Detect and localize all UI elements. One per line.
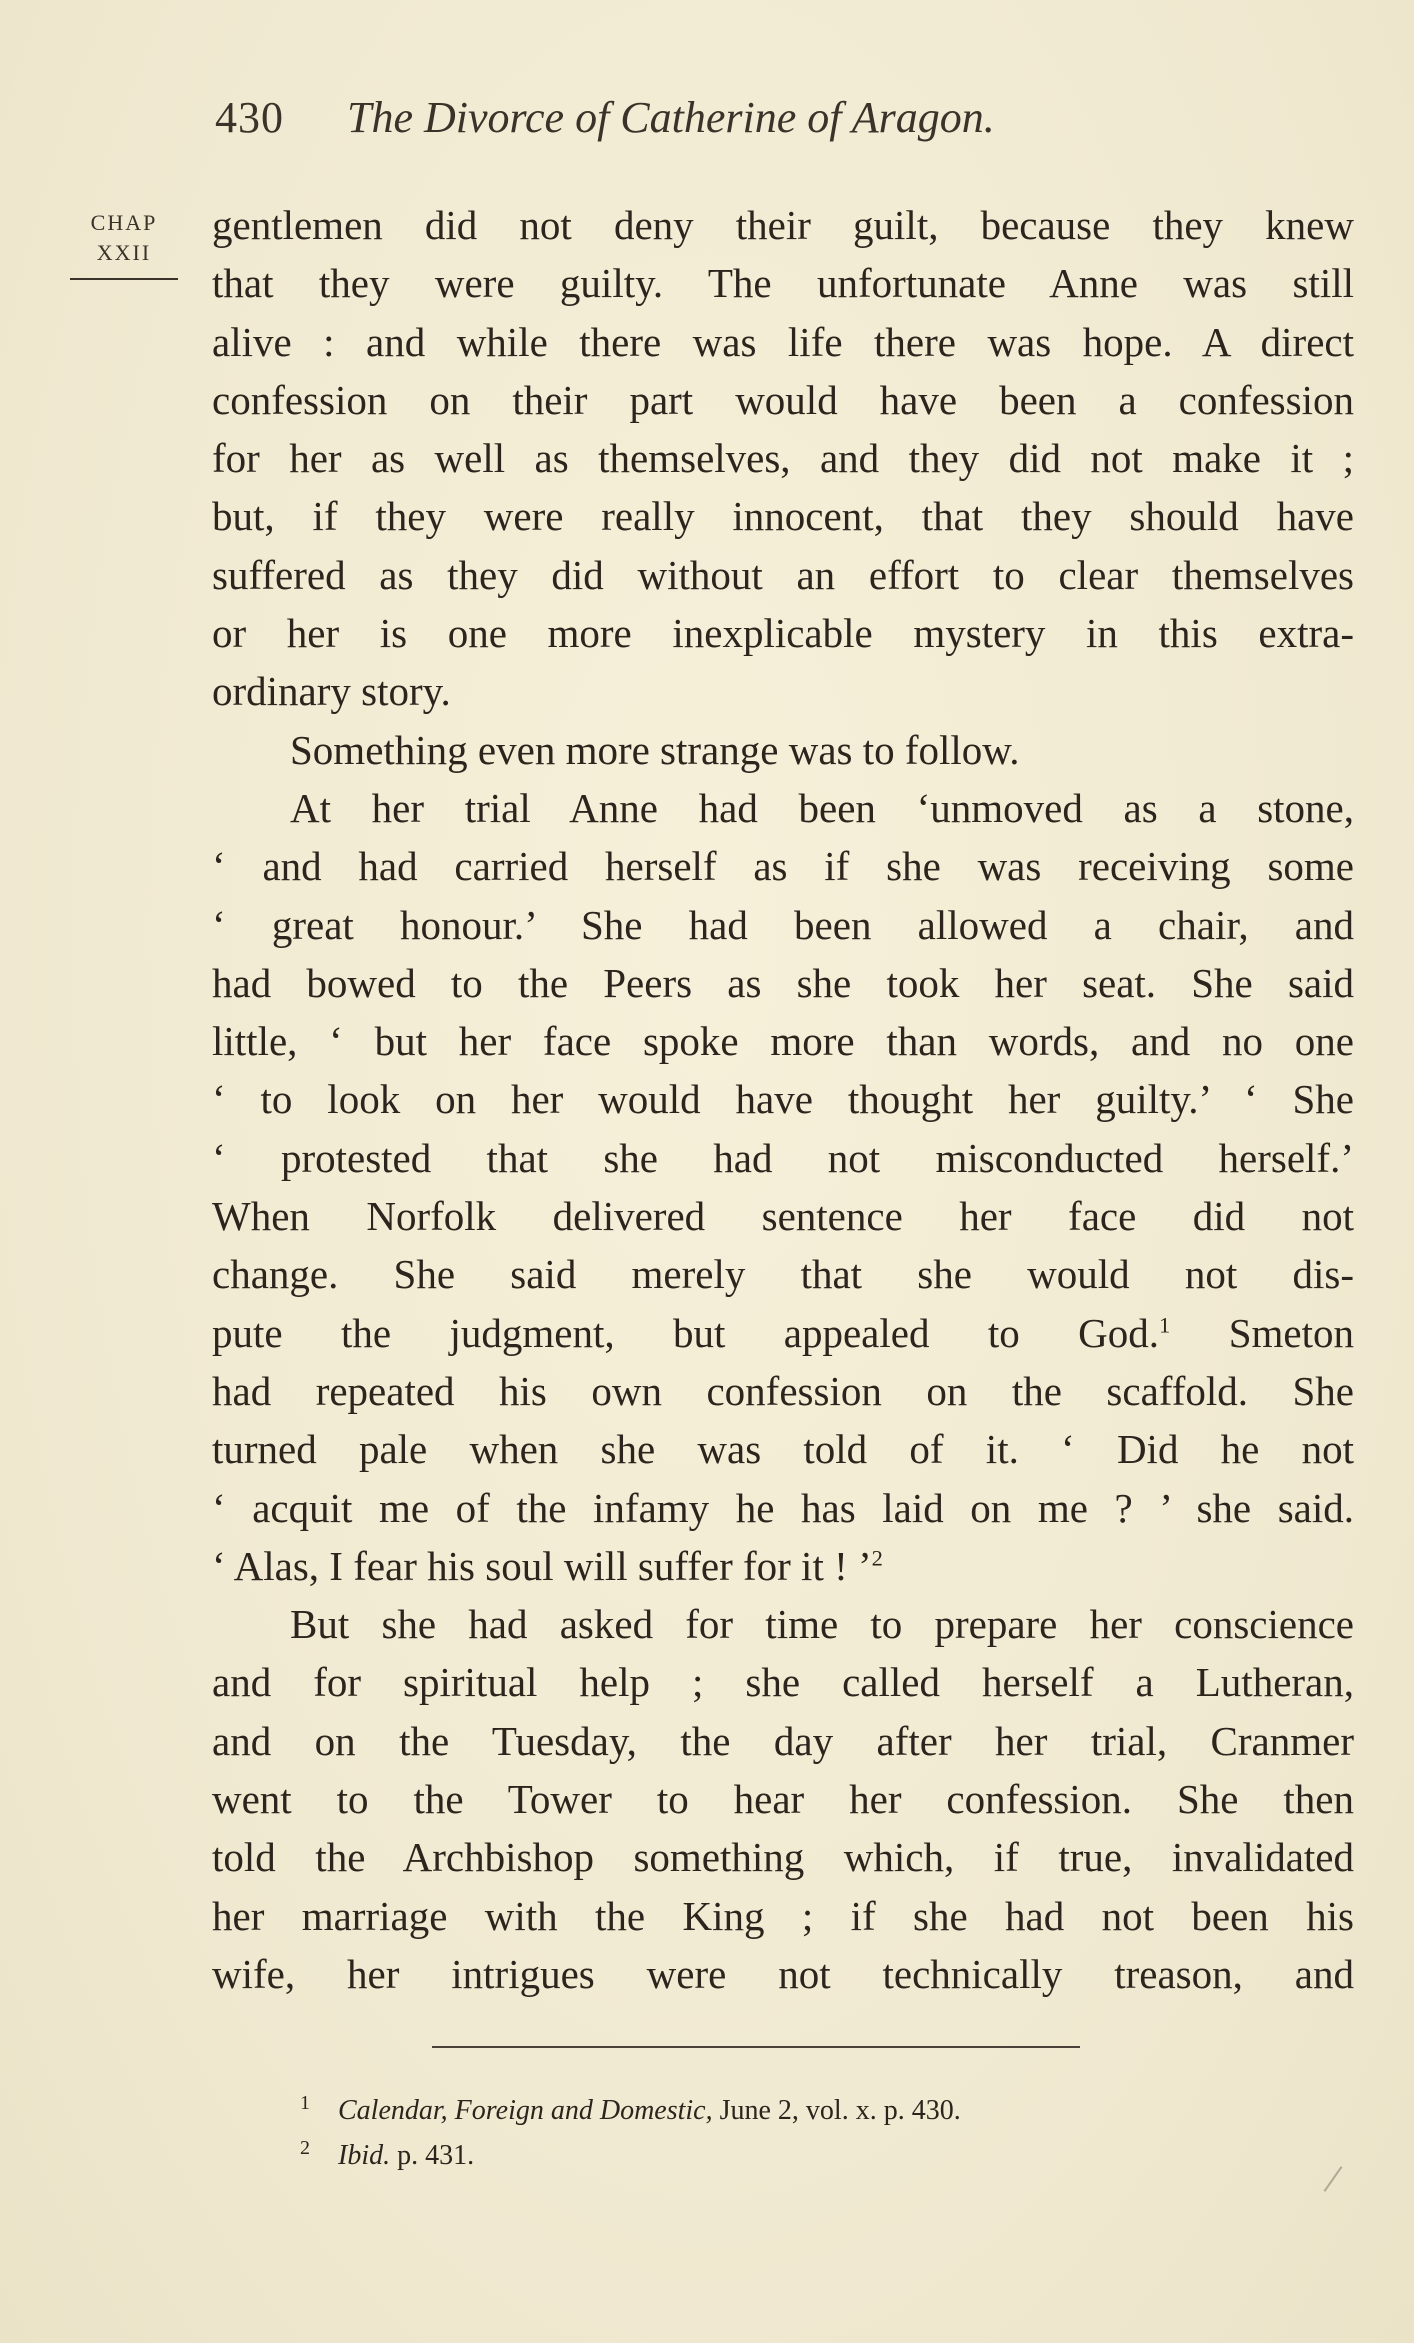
body-line: her marriage with the King ; if she had not been his <box>212 1892 1354 1939</box>
body-line: had repeated his own confession on the scaffold. She <box>212 1367 1354 1414</box>
body-line: wife, her intrigues were not technically treason, and <box>212 1950 1354 1997</box>
body-line: had bowed to the Peers as she took her seat. She said <box>212 959 1354 1006</box>
footnote-2: 2 Ibid. p. 431. <box>300 2136 475 2171</box>
footnote-source: Ibid. <box>338 2140 391 2171</box>
pencil-mark <box>1324 2166 1343 2192</box>
chapter-sidenote <box>70 208 178 280</box>
body-line: went to the Tower to hear her confession. She then <box>212 1776 1354 1823</box>
body-line: ‘ acquit me of the infamy he has laid on me ? ’ she said. <box>212 1484 1354 1531</box>
paragraph-start-line: Something even more strange was to follow. <box>290 726 1020 773</box>
footnotes <box>300 2088 1300 2178</box>
body-line: for her as well as themselves, and they did not make it ; <box>212 435 1354 482</box>
footnote-1: 1 Calendar, Foreign and Domestic, June 2, vol. x. p. 430. <box>300 2091 961 2126</box>
body-line: suffered as they did without an effort to clear themselves <box>212 551 1354 598</box>
footnote-detail: p. 431. <box>390 2140 475 2171</box>
body-line: alive : and while there was life there was hope. A direct <box>212 318 1354 365</box>
body-line: When Norfolk delivered sentence her face did not <box>212 1193 1354 1240</box>
body-line: told the Archbishop something which, if true, invalidated <box>212 1834 1354 1881</box>
body-line: and for spiritual help ; she called herself a Lutheran, <box>212 1659 1354 1706</box>
body-line: ‘ great honour.’ She had been allowed a chair, and <box>212 901 1354 948</box>
body-text <box>212 196 1354 2003</box>
sidenote-rule <box>70 278 178 280</box>
body-line: and on the Tuesday, the day after her trial, Cranmer <box>212 1717 1354 1764</box>
body-line: gentlemen did not deny their guilt, because they knew <box>212 202 1354 248</box>
footnote-detail: June 2, vol. x. p. 430. <box>712 2095 961 2126</box>
footnote-ref-1: 1 <box>1159 1311 1171 1337</box>
body-line: pute the judgment, but appealed to God.$^1$ Smeton <box>212 1309 1354 1356</box>
running-head <box>215 92 1215 143</box>
body-line: turned pale when she was told of it. ‘ Did he not <box>212 1426 1354 1473</box>
footnote-source: Calendar, Foreign and Domestic, <box>338 2095 713 2126</box>
body-line: ‘ and had carried herself as if she was receiving some <box>212 843 1354 890</box>
body-line: but, if they were really innocent, that they should have <box>212 493 1354 540</box>
body-line: little, ‘ but her face spoke more than words, and no one <box>212 1018 1354 1065</box>
page-number: 430 <box>215 93 284 142</box>
body-line: ‘ protested that she had not misconducted herself.’ <box>212 1134 1354 1181</box>
paragraph-start-line: But she had asked for time to prepare her conscience <box>290 1601 1354 1648</box>
footnote-divider <box>432 2046 1080 2048</box>
body-line: or her is one more inexplicable mystery in this extra- <box>212 610 1354 657</box>
body-line: that they were guilty. The unfortunate Anne was still <box>212 260 1354 307</box>
paragraph-start-line: At her trial Anne had been ‘unmoved as a stone, <box>290 784 1354 831</box>
body-line: ‘ Alas, I fear his soul will suffer for it ! ’$^2$ <box>212 1542 883 1589</box>
body-line: ordinary story. <box>212 668 451 715</box>
body-line: ‘ to look on her would have thought her guilty.’ ‘ She <box>212 1076 1354 1123</box>
sidenote-chap-label: CHAP <box>90 210 158 235</box>
sidenote-chapter-number: XXII <box>96 240 152 265</box>
running-title: The Divorce of Catherine of Aragon. <box>347 93 995 142</box>
body-line: confession on their part would have been a confession <box>212 376 1354 423</box>
footnote-ref-2: 2 <box>871 1545 883 1571</box>
body-line: change. She said merely that she would not dis- <box>212 1251 1354 1298</box>
